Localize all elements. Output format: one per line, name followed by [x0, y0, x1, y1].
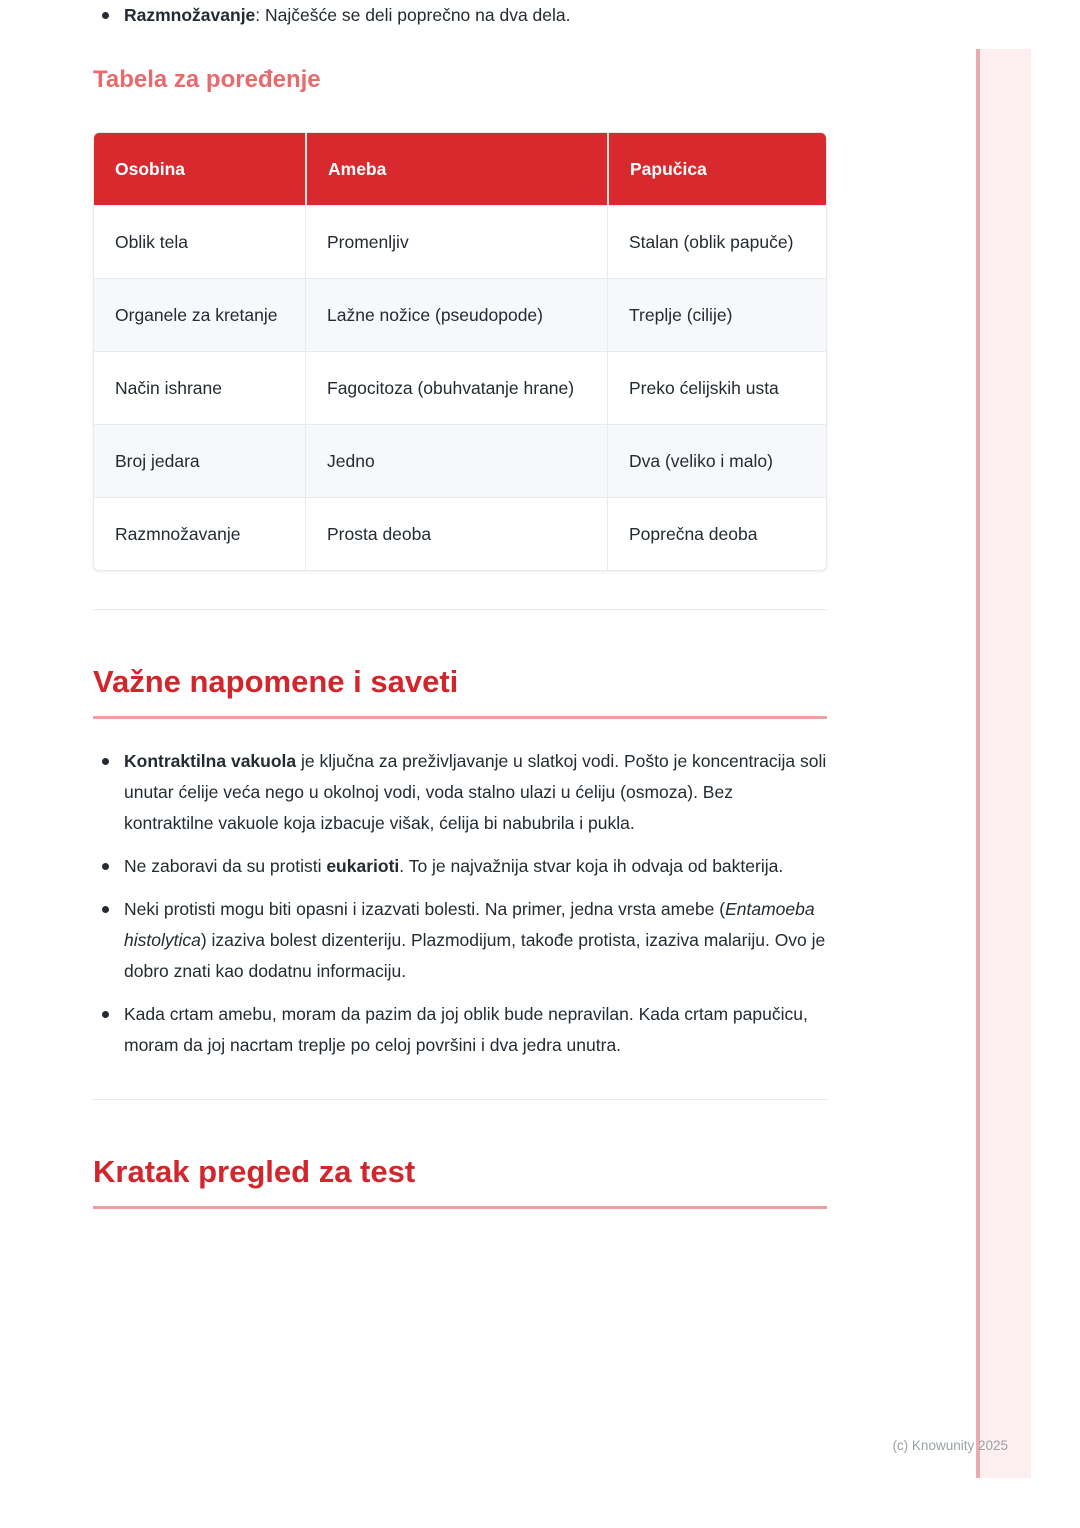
table-row: [94, 497, 826, 570]
table-row: [94, 351, 826, 424]
table-section-heading: Tabela za poređenje: [93, 66, 321, 93]
note-item: [93, 746, 827, 839]
note-segment: Kontraktilna vakuola: [124, 751, 297, 771]
table-cell: Razmnožavanje: [94, 497, 305, 570]
table-header-cell: Ameba: [305, 133, 607, 205]
intro-bullet-list: [93, 0, 827, 31]
section-divider: [93, 1099, 827, 1100]
table-cell: Stalan (oblik papuče): [607, 205, 826, 278]
note-segment: eukarioti: [326, 856, 400, 876]
note-segment: je ključna za preživljavanje u slatkoj vodi. Pošto je koncentracija soli unutar ćelije veća nego u okolnoj vodi, voda stalno ulazi u ćeliju (osmoza). Bez kontraktilne vakuole koja izbacuje višak, ćelija bi nabubrila i pukla.: [124, 751, 827, 833]
table-cell: Treplje (cilije): [607, 278, 826, 351]
table-body: [94, 205, 826, 570]
watermark-credit: (c) Knowunity 2025: [892, 1438, 1008, 1453]
intro-bullet-text: : Najčešće se deli poprečno na dva dela.: [255, 5, 571, 25]
intro-bullet-term: Razmnožavanje: [124, 5, 256, 25]
intro-bullet-item: [93, 0, 827, 31]
table-cell: Dva (veliko i malo): [607, 424, 826, 497]
comparison-table-wrapper: [93, 132, 827, 571]
table-cell: Oblik tela: [94, 205, 305, 278]
table-row: [94, 205, 826, 278]
table-row: [94, 278, 826, 351]
table-cell: Lažne nožice (pseudopode): [305, 278, 607, 351]
notes-section-heading: Važne napomene i saveti: [93, 662, 827, 719]
note-segment: Ne zaboravi da su protisti: [124, 856, 327, 876]
document-content: [93, 0, 827, 1209]
table-cell: Fagocitoza (obuhvatanje hrane): [305, 351, 607, 424]
section-divider: [93, 609, 827, 610]
note-item: [93, 851, 827, 882]
table-cell: Prosta deoba: [305, 497, 607, 570]
table-cell: Organele za kretanje: [94, 278, 305, 351]
page-edge-strip: [976, 49, 1031, 1478]
note-segment: Neki protisti mogu biti opasni i izazvati bolesti. Na primer, jedna vrsta amebe (: [124, 899, 726, 919]
table-row: [94, 424, 826, 497]
table-cell: Jedno: [305, 424, 607, 497]
table-header-cell: Papučica: [607, 133, 826, 205]
note-segment: . To je najvažnija stvar koja ih odvaja od bakterija.: [399, 856, 784, 876]
table-cell: Broj jedara: [94, 424, 305, 497]
note-segment: Kada crtam amebu, moram da pazim da joj oblik bude nepravilan. Kada crtam papučicu, moram da joj nacrtam treplje po celoj površini i dva jedra unutra.: [124, 1004, 808, 1055]
table-header-cell: Osobina: [94, 133, 305, 205]
table-cell: Preko ćelijskih usta: [607, 351, 826, 424]
table-cell: Način ishrane: [94, 351, 305, 424]
notes-bullet-list: [93, 746, 827, 1061]
table-header-row: [94, 133, 826, 205]
comparison-table: [94, 133, 826, 570]
note-item: [93, 999, 827, 1061]
review-section-heading: Kratak pregled za test: [93, 1152, 827, 1209]
note-segment: Entamoeba histolytica: [124, 899, 815, 950]
note-item: [93, 894, 827, 987]
note-segment: ) izaziva bolest dizenteriju. Plazmodijum, takođe protista, izaziva malariju. Ovo je dobro znati kao dodatnu informaciju.: [124, 930, 826, 981]
table-cell: Promenljiv: [305, 205, 607, 278]
table-cell: Poprečna deoba: [607, 497, 826, 570]
